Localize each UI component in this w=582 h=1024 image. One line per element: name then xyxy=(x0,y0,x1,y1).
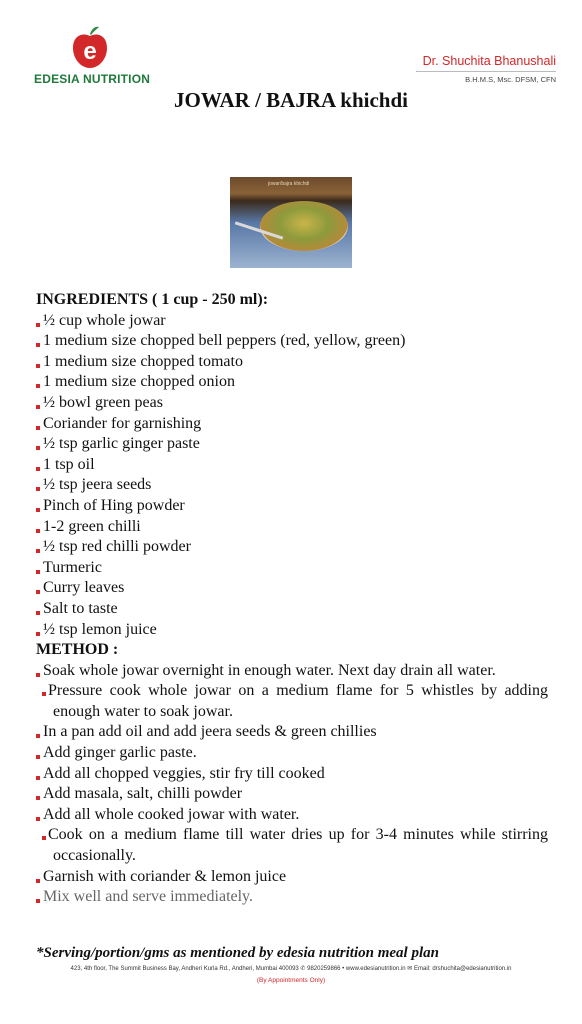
method-step-text: Add all chopped veggies, stir fry till cooked xyxy=(43,764,325,782)
method-step xyxy=(36,784,548,805)
method-step-text: Add masala, salt, chilli powder xyxy=(43,785,243,803)
ingredient-item xyxy=(36,455,548,476)
ingredient-item xyxy=(36,331,548,352)
svg-text:e: e xyxy=(83,38,97,65)
doctor-info xyxy=(416,54,556,84)
method-step xyxy=(36,887,548,908)
bullet-icon xyxy=(36,570,40,574)
method-step xyxy=(36,661,548,682)
ingredient-text: ½ tsp garlic ginger paste xyxy=(43,435,200,453)
method-step-text: In a pan add oil and add jeera seeds & green chillies xyxy=(43,723,377,741)
bullet-icon xyxy=(36,549,40,553)
ingredient-item xyxy=(36,496,548,517)
ingredient-item xyxy=(36,558,548,579)
khichdi-dish xyxy=(260,201,348,251)
recipe-content xyxy=(36,290,548,908)
method-step-text: Mix well and serve immediately. xyxy=(43,888,254,906)
bullet-icon xyxy=(36,323,40,327)
ingredient-item xyxy=(36,393,548,414)
bullet-icon xyxy=(36,405,40,409)
brand-name: EDESIA NUTRITION xyxy=(34,72,151,86)
bullet-icon xyxy=(36,776,40,780)
method-step xyxy=(36,764,548,785)
bullet-icon xyxy=(36,734,40,738)
bullet-icon xyxy=(36,364,40,368)
bullet-icon xyxy=(36,611,40,615)
method-step-text: Pressure cook whole jowar on a medium flame for 5 whistles by adding enough water to soak jowar. xyxy=(48,682,548,720)
ingredient-text: ½ tsp red chilli powder xyxy=(43,538,191,556)
ingredient-item xyxy=(36,599,548,620)
ingredient-item xyxy=(36,414,548,435)
bullet-icon xyxy=(36,755,40,759)
bullet-icon xyxy=(36,467,40,471)
doctor-divider xyxy=(416,71,556,72)
bullet-icon xyxy=(36,879,40,883)
bullet-icon xyxy=(36,632,40,636)
method-step-text: Add ginger garlic paste. xyxy=(43,744,197,762)
ingredients-heading: INGREDIENTS ( 1 cup - 250 ml): xyxy=(36,291,269,308)
ingredient-text: 1-2 green chilli xyxy=(43,517,141,535)
method-step-text: Cook on a medium flame till water dries up for 3-4 minutes while stirring occasionally. xyxy=(48,826,548,865)
method-step xyxy=(36,681,548,722)
bullet-icon xyxy=(36,590,40,594)
ingredient-text: Pinch of Hing powder xyxy=(43,496,185,514)
bullet-icon xyxy=(36,426,40,430)
recipe-photo xyxy=(230,177,352,268)
bullet-icon xyxy=(36,508,40,512)
method-step-text: Add all whole cooked jowar with water. xyxy=(43,805,300,823)
method-step xyxy=(36,867,548,888)
bullet-icon xyxy=(36,446,40,450)
bullet-icon xyxy=(42,692,46,696)
bullet-icon xyxy=(36,817,40,821)
bullet-icon xyxy=(36,673,40,677)
bullet-icon xyxy=(42,836,46,840)
ingredient-text: 1 tsp oil xyxy=(43,455,95,473)
ingredient-item xyxy=(36,475,548,496)
method-list xyxy=(36,661,548,908)
doctor-name: Dr. Shuchita Bhanushali xyxy=(422,54,556,68)
ingredient-item xyxy=(36,352,548,373)
recipe-title: JOWAR / BAJRA khichdi xyxy=(174,88,408,112)
ingredient-item xyxy=(36,517,548,538)
serving-note: *Serving/portion/gms as mentioned by edesia nutrition meal plan xyxy=(36,945,439,961)
bullet-icon xyxy=(36,487,40,491)
ingredient-text: Turmeric xyxy=(43,558,102,576)
ingredient-text: 1 medium size chopped onion xyxy=(43,373,235,391)
ingredient-item xyxy=(36,311,548,332)
bullet-icon xyxy=(36,529,40,533)
photo-caption: jowar/bajra khichdi xyxy=(268,181,310,187)
ingredient-text: ½ bowl green peas xyxy=(43,393,163,411)
method-step-text: Garnish with coriander & lemon juice xyxy=(43,867,287,885)
ingredient-text: ½ tsp jeera seeds xyxy=(43,476,152,494)
bullet-icon xyxy=(36,899,40,903)
method-step-text: Soak whole jowar overnight in enough water. Next day drain all water. xyxy=(43,661,496,679)
method-step xyxy=(36,825,548,866)
ingredient-text: Curry leaves xyxy=(43,579,125,597)
ingredient-item xyxy=(36,537,548,558)
method-step xyxy=(36,805,548,826)
bullet-icon xyxy=(36,796,40,800)
method-heading: METHOD : xyxy=(36,641,119,659)
ingredient-item xyxy=(36,578,548,599)
ingredient-item xyxy=(36,620,548,641)
ingredient-text: ½ tsp lemon juice xyxy=(43,620,157,638)
doctor-qualifications: B.H.M.S, Msc. DFSM, CFN xyxy=(465,75,556,84)
ingredients-list xyxy=(36,311,548,641)
method-step xyxy=(36,722,548,743)
ingredient-text: Salt to taste xyxy=(43,599,118,617)
ingredient-item xyxy=(36,434,548,455)
bullet-icon xyxy=(36,384,40,388)
ingredient-text: 1 medium size chopped bell peppers (red, yellow, green) xyxy=(43,332,406,350)
method-step xyxy=(36,743,548,764)
ingredient-item xyxy=(36,372,548,393)
contact-address: 423, 4th floor, The Summit Business Bay, Andheri Kurla Rd., Andheri, Mumbai 400093 ✆ 9820259866 • www.edesianutrition.in ✉ Email: drshuchita@edesianutrition.in xyxy=(70,966,512,972)
ingredient-text: Coriander for garnishing xyxy=(43,414,202,432)
ingredient-text: 1 medium size chopped tomato xyxy=(43,352,243,370)
apple-e-icon xyxy=(70,26,110,70)
appointment-note: (By Appointments Only) xyxy=(256,977,326,984)
ingredient-text: ½ cup whole jowar xyxy=(43,311,166,329)
brand-logo xyxy=(34,26,151,88)
bullet-icon xyxy=(36,343,40,347)
